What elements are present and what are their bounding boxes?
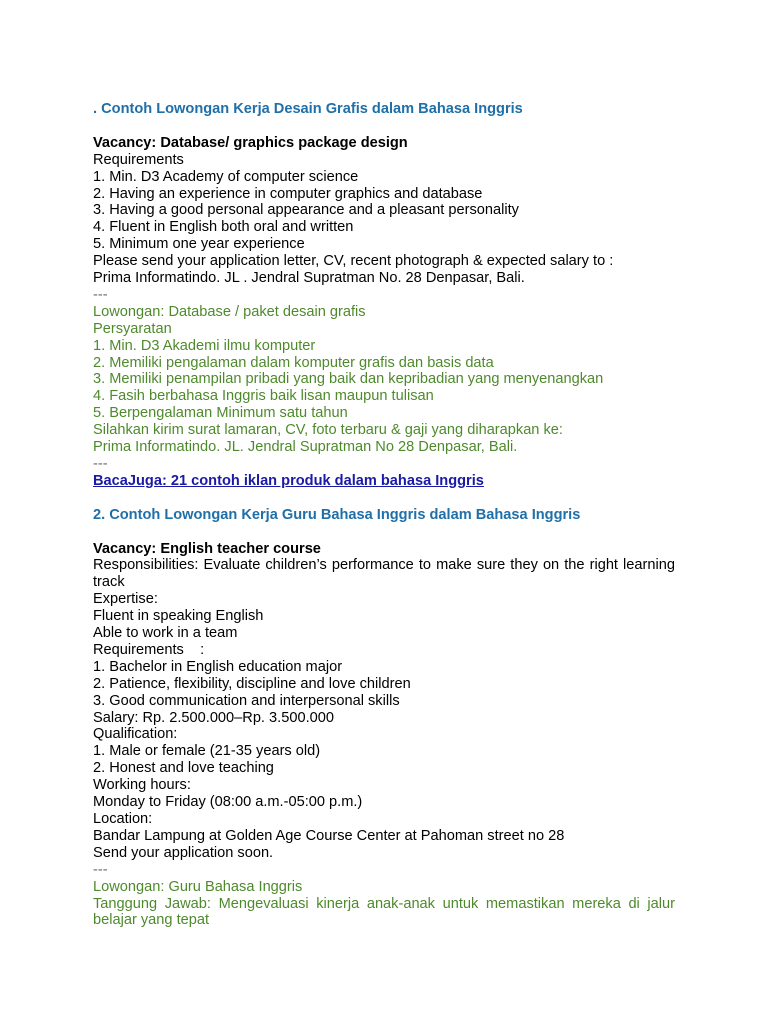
spacer [93, 490, 675, 507]
section2-expertise-item: Fluent in speaking English [93, 608, 264, 625]
section1-translation-requirement: 2. Memiliki pengalaman dalam komputer grafis dan basis data [93, 354, 494, 371]
section1-requirement: 5. Minimum one year experience [93, 236, 305, 253]
spacer [93, 118, 675, 135]
section1-address: Prima Informatindo. JL . Jendral Supratman No. 28 Denpasar, Bali. [93, 270, 525, 287]
section2-salary: Salary: Rp. 2.500.000–Rp. 3.500.000 [93, 709, 334, 726]
read-also-link[interactable]: BacaJuga: 21 contoh iklan produk dalam bahasa Inggris [93, 472, 484, 489]
section1-send-instruction: Please send your application letter, CV, recent photograph & expected salary to : [93, 253, 614, 270]
section2-send: Send your application soon. [93, 844, 274, 861]
spacer [93, 524, 675, 541]
section1-translation-requirement: 4. Fasih berbahasa Inggris baik lisan maupun tulisan [93, 388, 434, 405]
section1-requirements-label: Requirements [93, 151, 184, 168]
section1-heading: . Contoh Lowongan Kerja Desain Grafis dalam Bahasa Inggris [93, 101, 523, 117]
section2-requirement: 2. Patience, flexibility, discipline and love children [93, 675, 411, 692]
section2-qualification: 1. Male or female (21-35 years old) [93, 743, 321, 760]
section2-requirement: 1. Bachelor in English education major [93, 658, 343, 675]
section2-translation-responsibilities: Tanggung Jawab: Mengevaluasi kinerja anak-anak untuk memastikan mereka di jalur belajar yang tepat [93, 895, 675, 929]
section1-vacancy: Vacancy: Database/ graphics package design [93, 134, 408, 151]
section2-responsibilities: Responsibilities: Evaluate children’s performance to make sure they on the right learning track [93, 557, 675, 591]
section1-translation-send: Silahkan kirim surat lamaran, CV, foto terbaru & gaji yang diharapkan ke: [93, 422, 563, 439]
section1-translation-requirement: 1. Min. D3 Akademi ilmu komputer [93, 337, 316, 354]
section2-requirements-label: Requirements : [93, 641, 205, 658]
section1-translation-address: Prima Informatindo. JL. Jendral Supratman No 28 Denpasar, Bali. [93, 439, 518, 456]
section1-requirement: 3. Having a good personal appearance and a pleasant personality [93, 202, 519, 219]
section1-translation-title: Lowongan: Database / paket desain grafis [93, 303, 366, 320]
separator: --- [93, 456, 108, 473]
section2-qualification-label: Qualification: [93, 726, 178, 743]
section1-requirement: 2. Having an experience in computer graphics and database [93, 185, 483, 202]
section2-hours: Monday to Friday (08:00 a.m.-05:00 p.m.) [93, 794, 363, 811]
section2-vacancy: Vacancy: English teacher course [93, 540, 321, 557]
section1-translation-requirements-label: Persyaratan [93, 320, 172, 337]
section2-expertise-item: Able to work in a team [93, 625, 238, 642]
section2-heading: 2. Contoh Lowongan Kerja Guru Bahasa Inggris dalam Bahasa Inggris [93, 506, 581, 523]
section2-expertise-label: Expertise: [93, 591, 158, 608]
section2-location-label: Location: [93, 811, 153, 828]
separator: --- [93, 286, 108, 303]
section1-translation-requirement: 3. Memiliki penampilan pribadi yang baik dan kepribadian yang menyenangkan [93, 371, 604, 388]
separator: --- [93, 861, 108, 878]
section2-location: Bandar Lampung at Golden Age Course Center at Pahoman street no 28 [93, 827, 565, 844]
section2-qualification: 2. Honest and love teaching [93, 760, 274, 777]
section2-hours-label: Working hours: [93, 777, 191, 794]
document-page [93, 101, 675, 929]
section1-requirement: 1. Min. D3 Academy of computer science [93, 168, 359, 185]
section2-translation-title: Lowongan: Guru Bahasa Inggris [93, 878, 303, 895]
section1-translation-requirement: 5. Berpengalaman Minimum satu tahun [93, 405, 348, 422]
section1-requirement: 4. Fluent in English both oral and written [93, 219, 354, 236]
section2-requirement: 3. Good communication and interpersonal skills [93, 692, 400, 709]
